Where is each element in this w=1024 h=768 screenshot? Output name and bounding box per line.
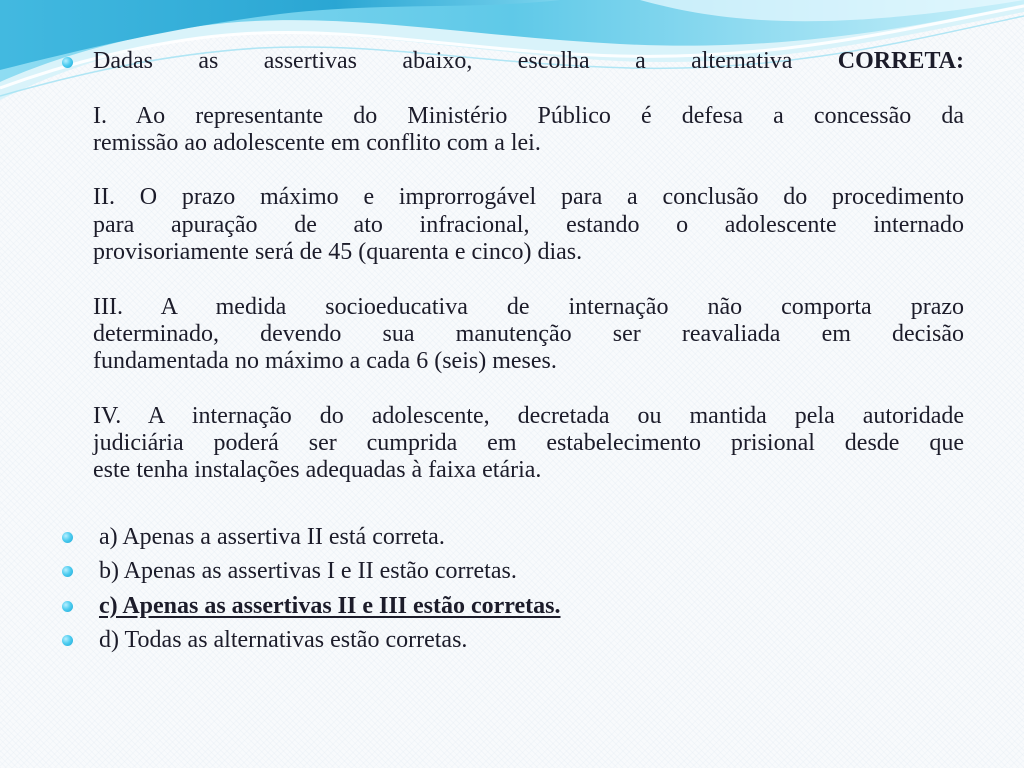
bullet-icon (62, 635, 73, 646)
option-label: c) Apenas as assertivas II e III estão corretas. (99, 592, 561, 619)
question-item (62, 48, 964, 485)
assertion-line: determinado, devendo sua manutenção ser reavaliada em decisão (93, 320, 964, 347)
assertion-line: II. O prazo máximo e improrrogável para a conclusão do procedimento (93, 184, 964, 211)
assertion-line: para apuração de ato infracional, estando o adolescente internado (93, 211, 964, 238)
assertion-line: remissão ao adolescente em conflito com a lei. (93, 129, 541, 156)
intro-bold-text: CORRETA: (837, 48, 964, 74)
bullet-icon (62, 57, 73, 68)
assertion-line: IV. A internação do adolescente, decretada ou mantida pela autoridade (93, 402, 964, 429)
assertion-line: provisoriamente será de 45 (quarenta e cinco) dias. (93, 239, 583, 266)
option-label: a) Apenas a assertiva II está correta. (99, 524, 445, 550)
option-b (62, 554, 964, 588)
assertion-line: fundamentada no máximo a cada 6 (seis) meses. (93, 348, 557, 375)
assertion-line: III. A medida socioeducativa de internação não comporta prazo (93, 293, 964, 320)
assertion-line: I. Ao representante do Ministério Público é defesa a concessão da (93, 102, 964, 129)
assertion-2 (93, 184, 964, 266)
assertion-3 (93, 294, 964, 376)
assertion-1 (93, 103, 964, 158)
question-intro (93, 48, 964, 75)
intro-text: Dadas as assertivas abaixo, escolha a alternativa (93, 48, 838, 74)
assertion-4 (93, 403, 964, 485)
option-label: b) Apenas as assertivas I e II estão corretas. (99, 558, 517, 585)
bullet-icon (62, 601, 73, 612)
option-label: d) Todas as alternativas estão corretas. (99, 626, 468, 653)
assertion-line: este tenha instalações adequadas à faixa etária. (93, 457, 542, 484)
option-d (62, 623, 964, 657)
option-c-correct (62, 589, 964, 623)
question-block (62, 48, 964, 485)
bullet-icon (62, 532, 73, 543)
option-a (62, 520, 964, 554)
answer-options (62, 520, 964, 657)
bullet-icon (62, 566, 73, 577)
assertion-line: judiciária poderá ser cumprida em estabelecimento prisional desde que (93, 430, 964, 457)
